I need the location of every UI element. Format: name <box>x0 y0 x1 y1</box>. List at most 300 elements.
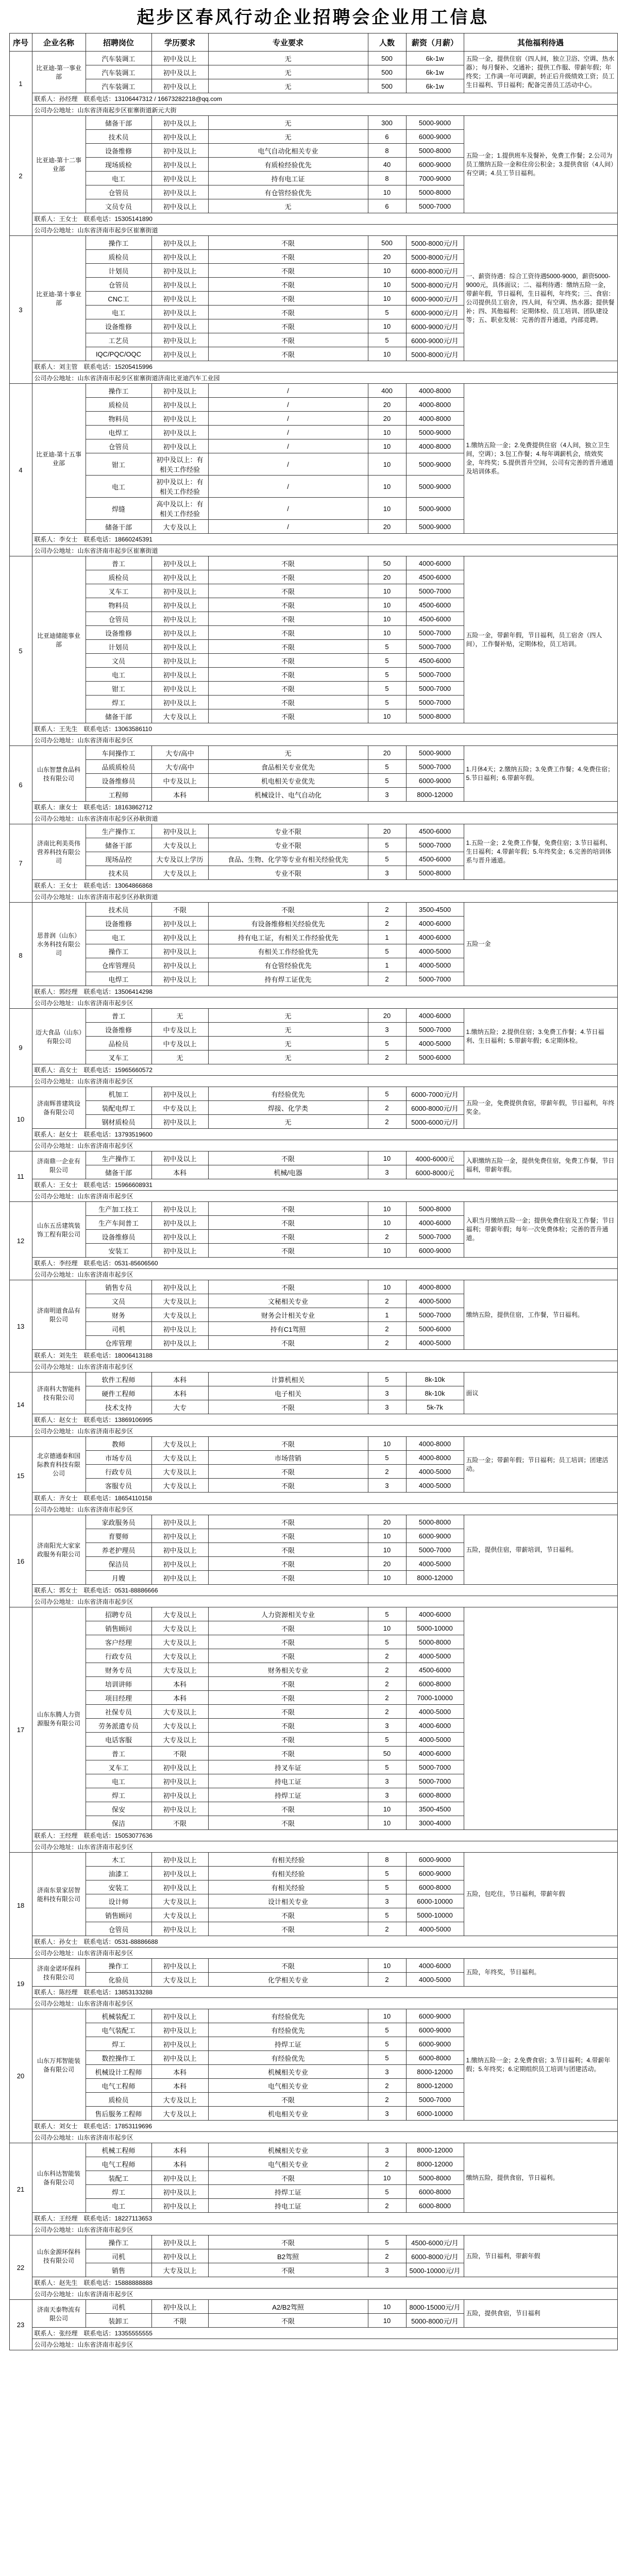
job-salary: 4000-6000 <box>406 1009 464 1023</box>
job-count: 5 <box>368 1733 406 1747</box>
job-education: 大专及以上 <box>151 2093 208 2107</box>
job-major: / <box>208 476 368 498</box>
job-count: 2 <box>368 1336 406 1350</box>
job-major: 持有电工证 <box>208 172 368 185</box>
company-name: 济南明道食品有限公司 <box>32 1280 86 1350</box>
job-salary: 4000-6000元 <box>406 1151 464 1165</box>
job-major: / <box>208 412 368 426</box>
company-seq: 12 <box>9 1202 32 1280</box>
job-major: 专业不限 <box>208 824 368 838</box>
job-major: 不限 <box>208 1529 368 1543</box>
job-education: 初中及以上 <box>151 1529 208 1543</box>
job-row <box>9 556 617 570</box>
job-count: 10 <box>368 453 406 476</box>
company-address: 公司办公地址：山东省济南市起步区崔寨街道济南比亚迪汽车工业园 <box>32 372 617 384</box>
job-salary: 6000-9000 <box>406 2037 464 2051</box>
job-position: 质检员 <box>86 2093 151 2107</box>
job-education: 初中及以上 <box>151 654 208 668</box>
company-benefits <box>464 1607 617 1830</box>
job-education: 本科 <box>151 2079 208 2093</box>
job-education: 初中及以上 <box>151 682 208 696</box>
job-position: 普工 <box>86 556 151 570</box>
job-salary: 6000-10000 <box>406 2107 464 2121</box>
job-salary: 4000-5000 <box>406 1465 464 1479</box>
job-position: 操作工 <box>86 236 151 250</box>
job-count: 10 <box>368 1202 406 1216</box>
job-position: 设备维修 <box>86 626 151 640</box>
job-count: 5 <box>368 1880 406 1894</box>
company-contact: 联系人：王女士 联系电话：15305141890 <box>32 213 617 225</box>
job-major: 无 <box>208 1037 368 1050</box>
job-education: 不限 <box>151 1747 208 1760</box>
company-address: 公司办公地址：山东省济南市起步区 <box>32 1426 617 1437</box>
job-position: 市场专员 <box>86 1451 151 1465</box>
job-position: 电工 <box>86 668 151 682</box>
job-position: 现场质检 <box>86 158 151 172</box>
job-position: 培训讲师 <box>86 1677 151 1691</box>
job-salary: 5000-7000 <box>406 1308 464 1322</box>
job-count: 5 <box>368 852 406 866</box>
job-count: 2 <box>368 2249 406 2263</box>
job-major: 不限 <box>208 1202 368 1216</box>
job-major: 有经验优先 <box>208 2009 368 2023</box>
company-seq: 1 <box>9 52 32 116</box>
job-major: 不限 <box>208 264 368 278</box>
job-salary: 6k-1w <box>406 52 464 65</box>
job-salary: 7000-9000 <box>406 172 464 185</box>
job-major: 不限 <box>208 1280 368 1294</box>
job-position: 储备干部 <box>86 520 151 534</box>
job-count: 1 <box>368 1308 406 1322</box>
company-contact: 联系人：王经理 联系电话：18227113653 <box>32 2213 617 2224</box>
job-major: 机电相关专业优先 <box>208 774 368 788</box>
job-salary: 5000-7000 <box>406 2093 464 2107</box>
job-education: 初中及以上 <box>151 1543 208 1557</box>
job-count: 2 <box>368 1050 406 1064</box>
address-row <box>9 105 617 116</box>
job-count: 10 <box>368 1959 406 1973</box>
company-seq: 16 <box>9 1515 32 1607</box>
job-major: 食品相关专业优先 <box>208 760 368 774</box>
header-benefits: 其他福利待遇 <box>464 33 617 52</box>
job-position: 操作工 <box>86 384 151 398</box>
job-row <box>9 2235 617 2249</box>
job-salary: 4500-6000 <box>406 598 464 612</box>
job-position: 销售顾问 <box>86 1621 151 1635</box>
job-position: 仓管员 <box>86 185 151 199</box>
job-salary: 4000-5000 <box>406 1557 464 1571</box>
company-name: 济南金诺环保科技有限公司 <box>32 1959 86 1987</box>
job-education: 初中及以上 <box>151 1774 208 1788</box>
job-education: 初中及以上 <box>151 158 208 172</box>
job-major: 有设备维修相关经验优先 <box>208 917 368 930</box>
job-major: 不限 <box>208 640 368 654</box>
job-salary: 5000-7000 <box>406 1023 464 1037</box>
job-major: 不限 <box>208 1802 368 1816</box>
address-row <box>9 2224 617 2235</box>
job-position: 叉车工 <box>86 1760 151 1774</box>
company-contact: 联系人：孙女士 联系电话：0531-88886688 <box>32 1936 617 1947</box>
job-salary: 6000-9000 <box>406 774 464 788</box>
job-position: 钳工 <box>86 682 151 696</box>
job-salary: 3500-4500 <box>406 903 464 917</box>
job-count: 5 <box>368 640 406 654</box>
job-education: 初中及以上 <box>151 1216 208 1230</box>
company-address: 公司办公地址：山东省济南市起步区 <box>32 2132 617 2143</box>
job-major: 无 <box>208 1050 368 1064</box>
job-education: 初中及以上 <box>151 917 208 930</box>
job-education: 本科 <box>151 2065 208 2079</box>
job-row <box>9 1437 617 1451</box>
job-major: 不限 <box>208 626 368 640</box>
job-salary: 4000-5000 <box>406 1973 464 1987</box>
job-major: 市场营销 <box>208 1451 368 1465</box>
job-count: 3 <box>368 1479 406 1493</box>
job-major: A2/B2驾照 <box>208 2300 368 2314</box>
job-position: 机械设计工程师 <box>86 2065 151 2079</box>
job-education: 大专及以上 <box>151 520 208 534</box>
job-major: 不限 <box>208 612 368 626</box>
job-salary: 5000-7000 <box>406 584 464 598</box>
job-position: 司机 <box>86 1322 151 1336</box>
job-salary: 5000-8000元/月 <box>406 347 464 361</box>
job-education: 中专及以上 <box>151 774 208 788</box>
header-position: 招聘岗位 <box>86 33 151 52</box>
job-major: 有经验优先 <box>208 2023 368 2037</box>
job-education: 初中及以上 <box>151 306 208 319</box>
job-major: B2驾照 <box>208 2249 368 2263</box>
job-education: 本科 <box>151 1691 208 1705</box>
job-major: 专业不限 <box>208 866 368 880</box>
job-count: 5 <box>368 1908 406 1922</box>
job-count: 20 <box>368 1515 406 1529</box>
job-count: 8 <box>368 144 406 158</box>
job-education: 初中及以上 <box>151 1880 208 1894</box>
job-major: 不限 <box>208 1677 368 1691</box>
job-row <box>9 1372 617 1386</box>
job-count: 5 <box>368 1451 406 1465</box>
company-address: 公司办公地址：山东省济南市起步区 <box>32 2339 617 2350</box>
company-address: 公司办公地址：山东省济南市起步区孙耿街道 <box>32 891 617 903</box>
job-education: 大专及以上 <box>151 1733 208 1747</box>
job-position: 社保专员 <box>86 1705 151 1719</box>
company-seq: 4 <box>9 384 32 556</box>
job-count: 2 <box>368 1677 406 1691</box>
job-row <box>9 1151 617 1165</box>
recruitment-table <box>9 33 618 2350</box>
job-row <box>9 2009 617 2023</box>
job-salary: 8k-10k <box>406 1386 464 1400</box>
job-position: 财务专员 <box>86 1663 151 1677</box>
job-position: 生产车间普工 <box>86 1216 151 1230</box>
job-position: 仓库管理 <box>86 1336 151 1350</box>
job-position: 现场品控 <box>86 852 151 866</box>
job-row <box>9 1087 617 1101</box>
job-position: 电工 <box>86 476 151 498</box>
job-major: 电气相关专业 <box>208 2157 368 2171</box>
job-major: 不限 <box>208 1959 368 1973</box>
company-name: 比亚迪-第十事业部 <box>32 236 86 361</box>
company-address: 公司办公地址：山东省济南市起步区 <box>32 2224 617 2235</box>
job-salary: 5000-7000 <box>406 1543 464 1557</box>
job-salary: 5000-9000 <box>406 746 464 760</box>
job-major: 不限 <box>208 2263 368 2277</box>
job-count: 50 <box>368 1747 406 1760</box>
job-count: 3 <box>368 788 406 802</box>
job-count: 5 <box>368 2023 406 2037</box>
job-count: 50 <box>368 556 406 570</box>
job-count: 2 <box>368 1230 406 1244</box>
job-education: 初中及以上 <box>151 1322 208 1336</box>
job-count: 10 <box>368 584 406 598</box>
address-row <box>9 1076 617 1087</box>
job-salary: 4000-8000 <box>406 1437 464 1451</box>
job-education: 初中及以上 <box>151 2300 208 2314</box>
job-education: 大专及以上 <box>151 1635 208 1649</box>
company-benefits: 缴纳五险，提供食宿，节日福利。 <box>464 2143 617 2213</box>
company-seq: 6 <box>9 746 32 824</box>
company-benefits: 五险一金，提供住宿（四人间，独立卫浴、空调、热水器）；每月餐补、交通补；提供工作服、带薪年假；年终奖；工作满一年可调薪，转正后升级绩效工资；员工生日福利、节日福利；配备完善员工活动中心。 <box>464 52 617 93</box>
job-salary: 5000-7000 <box>406 668 464 682</box>
company-name: 比亚迪-第十五事业部 <box>32 384 86 534</box>
job-salary: 3000-4000 <box>406 1816 464 1830</box>
job-count: 3 <box>368 2263 406 2277</box>
job-salary: 4500-6000 <box>406 612 464 626</box>
job-education: 大专及以上 <box>151 1308 208 1322</box>
job-education: 初中及以上 <box>151 1336 208 1350</box>
company-name: 济南科大智能科技有限公司 <box>32 1372 86 1414</box>
job-position: 仓库管理员 <box>86 958 151 972</box>
job-count: 5 <box>368 696 406 709</box>
company-name: 比亚迪储能事业部 <box>32 556 86 723</box>
job-major: 不限 <box>208 278 368 292</box>
job-count: 2 <box>368 1691 406 1705</box>
job-salary: 4000-5000 <box>406 1705 464 1719</box>
job-position: 仓管员 <box>86 1922 151 1936</box>
job-major: 无 <box>208 130 368 144</box>
job-education: 初中及以上 <box>151 52 208 65</box>
job-salary: 4000-6000 <box>406 1747 464 1760</box>
job-education: 大专及以上 <box>151 1649 208 1663</box>
job-education: 初中及以上 <box>151 2023 208 2037</box>
job-education: 初中及以上 <box>151 1760 208 1774</box>
job-position: 数控操作工 <box>86 2051 151 2065</box>
job-position: 设备维修 <box>86 144 151 158</box>
job-count: 40 <box>368 158 406 172</box>
job-major: 不限 <box>208 250 368 264</box>
job-education: 初中及以上 <box>151 1922 208 1936</box>
job-count: 20 <box>368 824 406 838</box>
job-education: 不限 <box>151 903 208 917</box>
job-major: 不限 <box>208 1437 368 1451</box>
company-seq: 15 <box>9 1437 32 1515</box>
job-education: 初中及以上 <box>151 1087 208 1101</box>
job-count: 10 <box>368 1621 406 1635</box>
job-position: 行政专员 <box>86 1649 151 1663</box>
company-address: 公司办公地址：山东省济南市起步区崔寨街道 <box>32 545 617 556</box>
job-position: 钢材质检员 <box>86 1115 151 1129</box>
job-row <box>9 116 617 130</box>
job-major: 机电相关专业 <box>208 2107 368 2121</box>
company-contact: 联系人：赵女士 联系电话：13869106995 <box>32 1414 617 1426</box>
job-education: 大专及以上 <box>151 2263 208 2277</box>
job-education: 初中及以上 <box>151 556 208 570</box>
job-salary: 5000-8000元/月 <box>406 2314 464 2328</box>
job-salary: 4000-5000 <box>406 1649 464 1663</box>
job-major: 财务相关专业 <box>208 1663 368 1677</box>
address-row <box>9 1140 617 1151</box>
job-major: 不限 <box>208 1216 368 1230</box>
job-major: 不限 <box>208 1336 368 1350</box>
job-major: 不限 <box>208 598 368 612</box>
job-row <box>9 1959 617 1973</box>
job-position: 计划员 <box>86 264 151 278</box>
job-major: 不限 <box>208 1635 368 1649</box>
job-education: 高中及以上：有相关工作经验 <box>151 498 208 520</box>
job-education: 本科 <box>151 2143 208 2157</box>
job-salary: 5000-8000元/月 <box>406 278 464 292</box>
job-count: 3 <box>368 2143 406 2157</box>
job-major: / <box>208 398 368 412</box>
job-position: 木工 <box>86 1853 151 1867</box>
job-education: 本科 <box>151 1165 208 1179</box>
job-count: 10 <box>368 2171 406 2185</box>
company-address: 公司办公地址：山东省济南市起步区 <box>32 1596 617 1607</box>
job-education: 大专及以上 <box>151 1705 208 1719</box>
job-salary: 5000-8000元/月 <box>406 236 464 250</box>
job-major: 不限 <box>208 654 368 668</box>
job-major: 无 <box>208 1023 368 1037</box>
job-salary: 5000-7000 <box>406 696 464 709</box>
job-salary: 4000-6000 <box>406 1607 464 1621</box>
job-education: 初中及以上 <box>151 640 208 654</box>
job-salary: 5000-7000 <box>406 838 464 852</box>
company-benefits: 五险，节日福利，带薪年假 <box>464 2235 617 2277</box>
job-count: 2 <box>368 972 406 986</box>
company-name: 济南阳光大家家政服务有限公司 <box>32 1515 86 1585</box>
job-count: 20 <box>368 1557 406 1571</box>
job-education: 大专及以上 <box>151 2107 208 2121</box>
job-education: 大专及以上 <box>151 1894 208 1908</box>
job-education: 初中及以上 <box>151 2249 208 2263</box>
job-major: 持有C1驾照 <box>208 1322 368 1336</box>
job-position: 叉车工 <box>86 584 151 598</box>
contact-row <box>9 2121 617 2132</box>
job-education: 初中及以上 <box>151 1557 208 1571</box>
job-education: 初中及以上 <box>151 278 208 292</box>
job-education: 无 <box>151 1009 208 1023</box>
job-education: 本科 <box>151 2157 208 2171</box>
job-education: 大专及以上 <box>151 866 208 880</box>
job-position: 电工 <box>86 2199 151 2213</box>
job-major: / <box>208 520 368 534</box>
job-major: 财务会计相关专业 <box>208 1308 368 1322</box>
job-salary: 5000-7000 <box>406 682 464 696</box>
job-education: 初中及以上 <box>151 944 208 958</box>
job-salary: 5000-7000 <box>406 626 464 640</box>
company-contact: 联系人：王女士 联系电话：13064866868 <box>32 880 617 891</box>
contact-row <box>9 1830 617 1841</box>
company-name: 济南东景家居智能科技有限公司 <box>32 1853 86 1936</box>
job-count: 20 <box>368 746 406 760</box>
company-benefits: 五险一金；1.提供班车及餐补，免费工作餐；2.公司为员工缴纳五险一金和住房公积金；3.提供食宿（4人间）有空调；4.员工节日福利。 <box>464 116 617 213</box>
job-major: 焊接、化学类 <box>208 1101 368 1115</box>
job-education: 大专及以上 <box>151 1294 208 1308</box>
job-position: 仓管员 <box>86 612 151 626</box>
job-major: 有经验优先 <box>208 1087 368 1101</box>
company-seq: 20 <box>9 2009 32 2143</box>
contact-row <box>9 93 617 105</box>
company-name: 迈大食品（山东）有限公司 <box>32 1009 86 1064</box>
company-seq: 18 <box>9 1853 32 1959</box>
job-salary: 5000-9000 <box>406 453 464 476</box>
job-count: 3 <box>368 2107 406 2121</box>
job-major: 不限 <box>208 347 368 361</box>
job-position: 装配电焊工 <box>86 1101 151 1115</box>
job-salary: 5000-9000 <box>406 116 464 130</box>
job-salary: 5000-7000 <box>406 1774 464 1788</box>
job-major: 不限 <box>208 556 368 570</box>
job-position: 设备维修 <box>86 319 151 333</box>
job-count: 10 <box>368 185 406 199</box>
job-salary: 4000-5000 <box>406 958 464 972</box>
job-major: 不限 <box>208 709 368 723</box>
job-count: 400 <box>368 384 406 398</box>
job-education: 初中及以上 <box>151 958 208 972</box>
job-major: 有相关工作经验优先 <box>208 944 368 958</box>
company-address: 公司办公地址：山东省济南市起步区 <box>32 1076 617 1087</box>
job-education: 初中及以上 <box>151 250 208 264</box>
job-position: 生产操作工 <box>86 824 151 838</box>
company-contact: 联系人：赵女士 联系电话：13793519600 <box>32 1129 617 1140</box>
job-count: 8 <box>368 1853 406 1867</box>
job-education: 大专/高中 <box>151 760 208 774</box>
job-count: 3 <box>368 1894 406 1908</box>
job-count: 10 <box>368 1151 406 1165</box>
job-count: 5 <box>368 1087 406 1101</box>
job-count: 500 <box>368 52 406 65</box>
job-count: 2 <box>368 1322 406 1336</box>
job-salary: 6000-9000元/月 <box>406 306 464 319</box>
contact-row <box>9 1414 617 1426</box>
job-position: 汽车装调工 <box>86 52 151 65</box>
address-row <box>9 813 617 824</box>
company-benefits: 五险一金 <box>464 903 617 986</box>
job-position: 油漆工 <box>86 1867 151 1880</box>
contact-row <box>9 1064 617 1076</box>
contact-row <box>9 986 617 997</box>
company-seq: 11 <box>9 1151 32 1202</box>
contact-row <box>9 1987 617 1998</box>
job-education: 中专及以上 <box>151 1023 208 1037</box>
job-salary: 6000-7000元/月 <box>406 1087 464 1101</box>
job-salary: 4000-8000 <box>406 439 464 453</box>
job-major: 不限 <box>208 1691 368 1705</box>
job-major: 机械相关专业 <box>208 2065 368 2079</box>
job-salary: 6000-9000 <box>406 1529 464 1543</box>
job-count: 5 <box>368 1037 406 1050</box>
job-salary: 8000-15000元/月 <box>406 2300 464 2314</box>
company-contact: 联系人：郭经理 联系电话：13506414298 <box>32 986 617 997</box>
job-education: 初中及以上 <box>151 264 208 278</box>
contact-row <box>9 1585 617 1596</box>
job-position: 司机 <box>86 2249 151 2263</box>
job-education: 初中及以上 <box>151 347 208 361</box>
job-position: 仓管员 <box>86 439 151 453</box>
job-education: 初中及以上 <box>151 1515 208 1529</box>
company-benefits: 五险一金，带薪年假，节日福利，员工宿舍（四人间），工作餐补贴，定期体检，员工培训。 <box>464 556 617 723</box>
job-salary: 4000-5000 <box>406 1037 464 1050</box>
